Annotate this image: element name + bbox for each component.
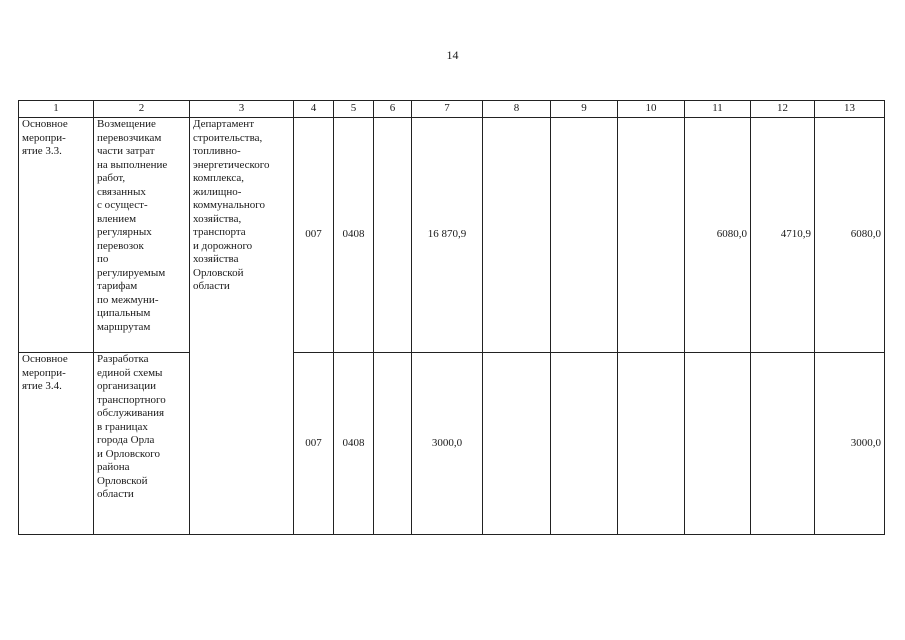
header-cell: 1 [19, 101, 94, 118]
page-number: 14 [446, 48, 459, 62]
cell-c13: 3000,0 [815, 353, 885, 535]
header-cell: 12 [751, 101, 815, 118]
cell-c11 [685, 353, 751, 535]
cell-c7: 16 870,9 [412, 118, 483, 353]
cell-c10 [618, 118, 685, 353]
table-row [19, 118, 885, 353]
cell-c9 [551, 353, 618, 535]
header-cell: 2 [94, 101, 190, 118]
header-cell: 8 [483, 101, 551, 118]
header-row [19, 101, 885, 118]
header-cell: 7 [412, 101, 483, 118]
cell-c5: 0408 [334, 353, 374, 535]
header-cell: 10 [618, 101, 685, 118]
cell-c7: 3000,0 [412, 353, 483, 535]
cell-c4: 007 [294, 353, 334, 535]
table-row [19, 353, 885, 535]
header-cell: 4 [294, 101, 334, 118]
cell-c12 [751, 353, 815, 535]
event-cell: Основное меропри- ятие 3.4. [19, 353, 94, 535]
cell-c12: 4710,9 [751, 118, 815, 353]
event-cell: Основное меропри- ятие 3.3. [19, 118, 94, 353]
event-name-cell: Возмещение перевозчикам части затрат на выполнение работ, связанных с осущест- влением регулярных перевозок по регулируемым тарифам по межмуни- ципальным маршрутам [94, 118, 190, 353]
header-cell: 3 [190, 101, 294, 118]
cell-c11: 6080,0 [685, 118, 751, 353]
header-cell: 5 [334, 101, 374, 118]
cell-c8 [483, 118, 551, 353]
department-cell: Департамент строительства, топливно- энергетического комплекса, жилищно- коммунального хозяйства, транспорта и дорожного хозяйства Орловской области [190, 118, 294, 535]
cell-c8 [483, 353, 551, 535]
header-cell: 9 [551, 101, 618, 118]
cell-c10 [618, 353, 685, 535]
budget-table [18, 100, 885, 535]
cell-c6 [374, 118, 412, 353]
header-cell: 11 [685, 101, 751, 118]
event-name-cell: Разработка единой схемы организации транспортного обслуживания в границах города Орла и Орловского района Орловской области [94, 353, 190, 535]
cell-c5: 0408 [334, 118, 374, 353]
cell-c13: 6080,0 [815, 118, 885, 353]
header-cell: 6 [374, 101, 412, 118]
cell-c4: 007 [294, 118, 334, 353]
header-cell: 13 [815, 101, 885, 118]
cell-c9 [551, 118, 618, 353]
cell-c6 [374, 353, 412, 535]
